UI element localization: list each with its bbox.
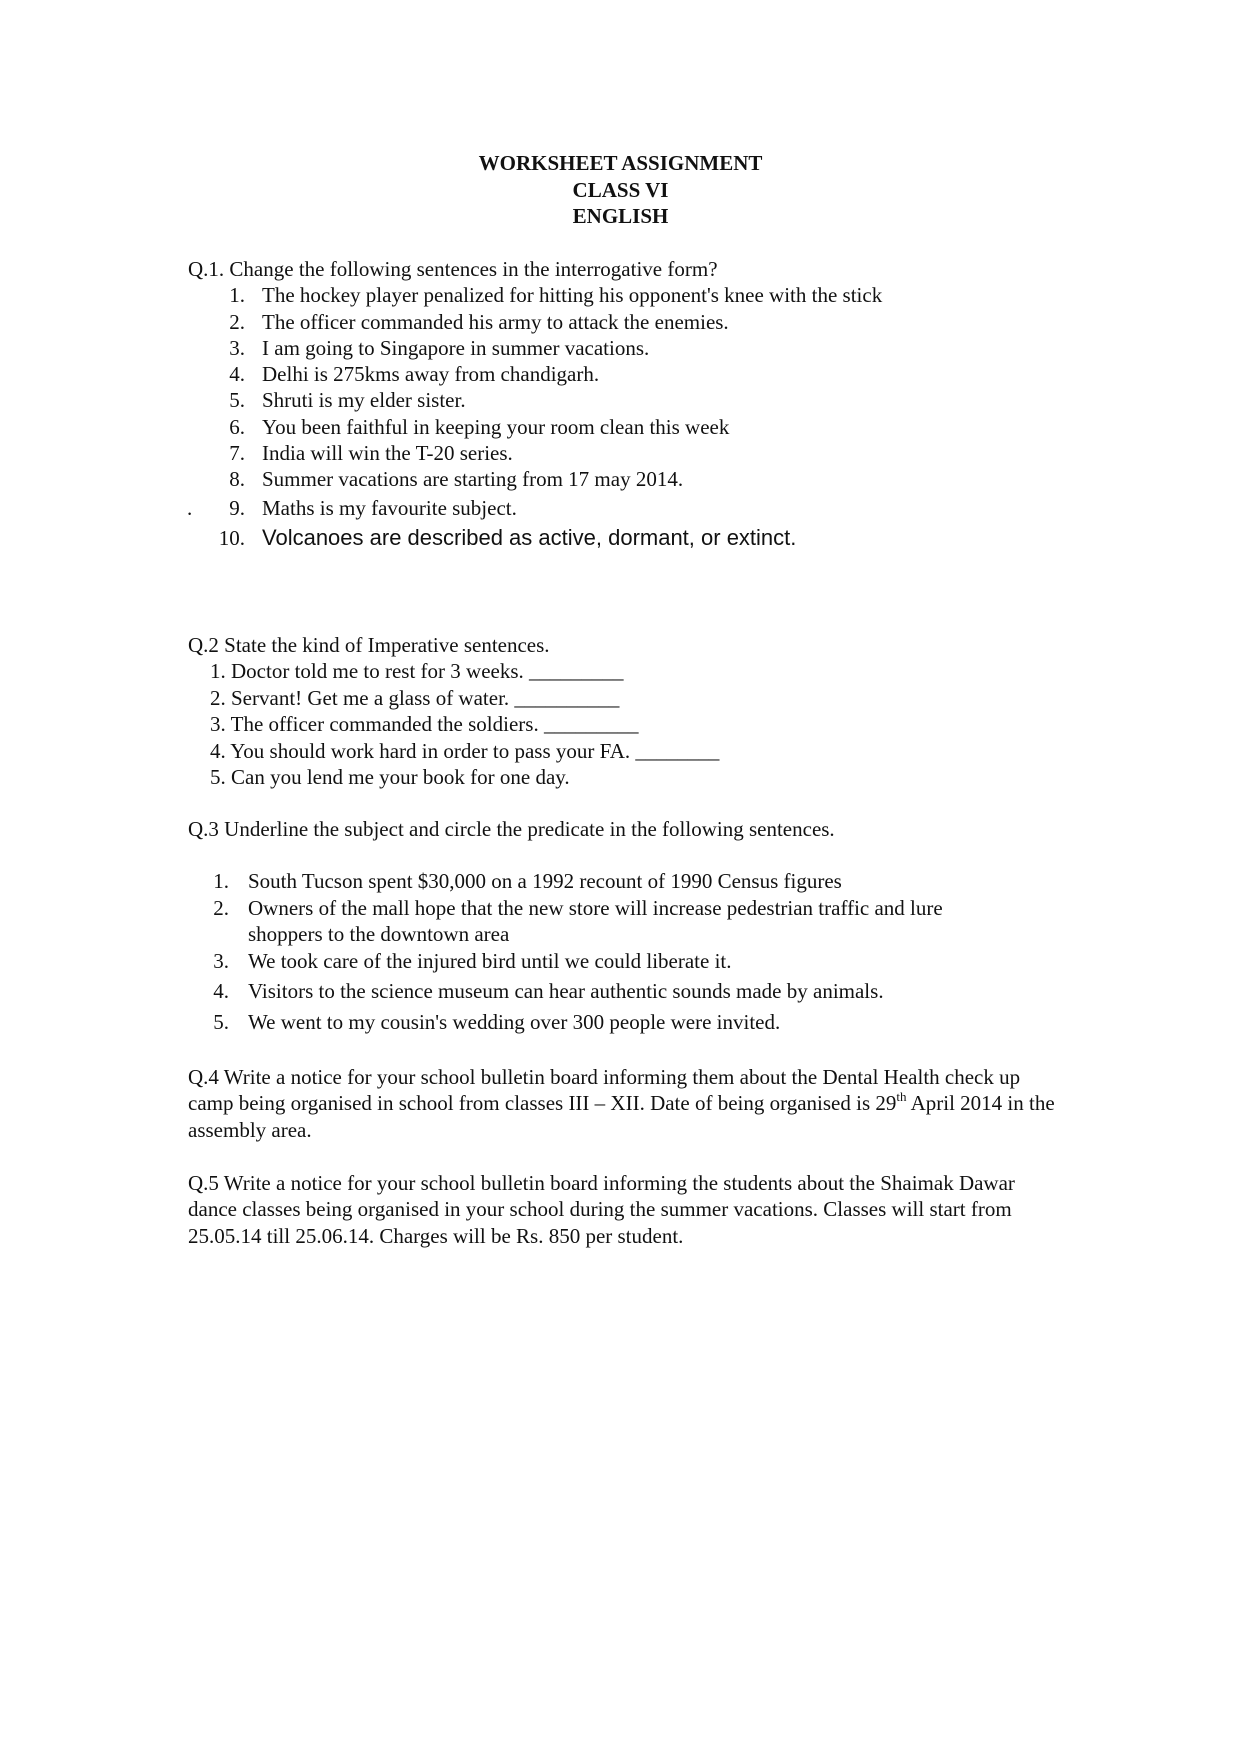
list-item: 1. South Tucson spent $30,000 on a 1992 recount of 1990 Census figures <box>213 869 842 894</box>
list-item: 4. You should work hard in order to pass your FA. ________ <box>210 738 720 763</box>
question-5 <box>188 1170 1058 1249</box>
header-class: CLASS VI <box>572 177 669 202</box>
question-2-text: Q.2 State the kind of Imperative sentences. <box>188 633 550 657</box>
question-1-text: Q.1. Change the following sentences in the interrogative form? <box>188 257 718 281</box>
list-item: . 9. Maths is my favourite subject. <box>187 495 517 520</box>
worksheet-header <box>0 150 1241 230</box>
question-3 <box>188 816 1068 1035</box>
stray-mark: . <box>187 495 193 520</box>
list-item: 1. The hockey player penalized for hitting his opponent's knee with the stick <box>229 283 883 308</box>
question-4-text: Q.4 Write a notice for your school bulletin board informing them about the Dental Health check up camp being organised in school from classes III – XII. Date of being organised is 29 <box>188 1065 1021 1116</box>
list-item: 2. The officer commanded his army to attack the enemies. <box>229 309 729 334</box>
question-5-text: Q.5 Write a notice for your school bulletin board informing the students about the Shaimak Dawar dance classes being organised in your school during the summer vacations. Classes will start from 25.05.14 till 25.06.14. Charges will be Rs. 850 per student. <box>188 1171 1015 1248</box>
list-item: 2. Servant! Get me a glass of water. __________ <box>210 685 620 710</box>
list-item: 3. I am going to Singapore in summer vacations. <box>229 335 650 360</box>
list-item: 4. Visitors to the science museum can hear authentic sounds made by animals. <box>213 979 884 1004</box>
list-item: 2. Owners of the mall hope that the new store will increase pedestrian traffic and lure shoppers to the downtown area <box>213 895 943 947</box>
question-4-text-end: April 2014 in the assembly area. <box>188 1091 1055 1142</box>
list-item: 3. The officer commanded the soldiers. _________ <box>210 712 639 737</box>
question-3-text: Q.3 Underline the subject and circle the predicate in the following sentences. <box>188 817 835 841</box>
ordinal-suffix: th <box>896 1089 907 1105</box>
list-item: 4. Delhi is 275kms away from chandigarh. <box>229 362 600 387</box>
list-item: 5. Shruti is my elder sister. <box>229 388 466 413</box>
list-item: 3. We took care of the injured bird until we could liberate it. <box>213 948 732 973</box>
list-item: 6. You been faithful in keeping your room clean this week <box>229 414 730 439</box>
list-item: 10. Volcanoes are described as active, dormant, or extinct. <box>218 524 797 550</box>
list-item: 1. Doctor told me to rest for 3 weeks. _________ <box>210 659 624 684</box>
header-subject: ENGLISH <box>572 204 669 228</box>
question-1 <box>188 256 1068 553</box>
list-item: 8. Summer vacations are starting from 17 may 2014. <box>229 467 684 492</box>
list-item: 7. India will win the T-20 series. <box>229 441 513 466</box>
list-item: 5. Can you lend me your book for one day. <box>210 765 570 790</box>
question-4 <box>188 1064 1058 1143</box>
header-title: WORKSHEET ASSIGNMENT <box>478 151 763 175</box>
list-item: 5. We went to my cousin's wedding over 300 people were invited. <box>213 1009 781 1034</box>
question-2 <box>188 632 1068 791</box>
